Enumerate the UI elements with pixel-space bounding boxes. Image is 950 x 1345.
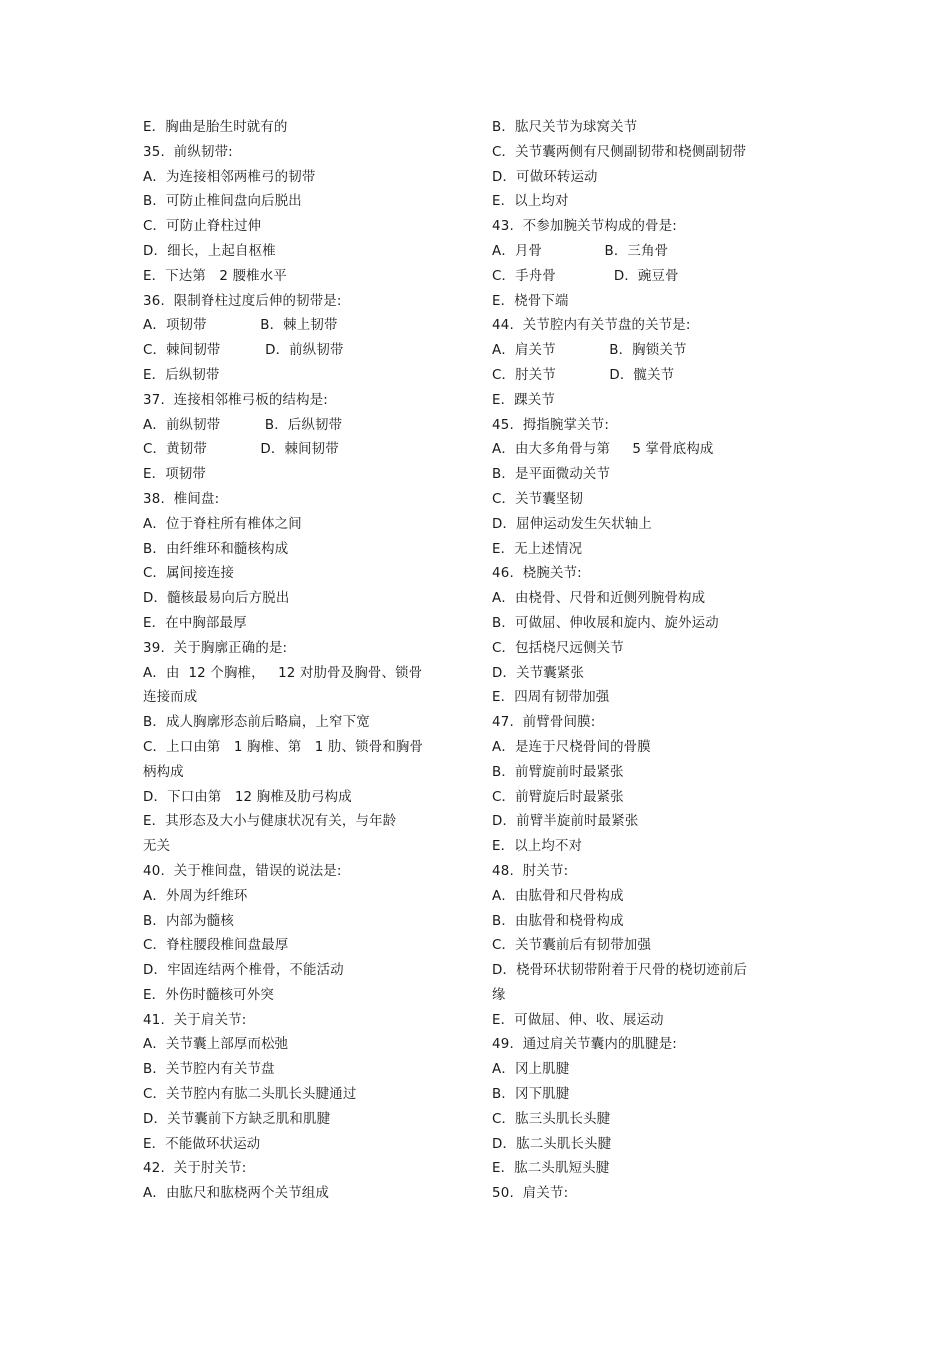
right-column-line: B．由肱骨和桡骨构成 <box>492 913 624 929</box>
left-column-line: 柄构成 <box>143 764 184 780</box>
right-column-line: E．肱二头肌短头腱 <box>492 1161 610 1177</box>
right-column-line: E．踝关节 <box>492 392 556 408</box>
right-column-line: D．关节囊紧张 <box>492 665 585 681</box>
right-column-line: D．前臂半旋前时最紧张 <box>492 814 639 830</box>
right-column-line: 47. 前臂骨间膜: <box>492 715 596 731</box>
left-column-line: E．下达第 2 腰椎水平 <box>143 268 287 284</box>
right-column-line: B．前臂旋前时最紧张 <box>492 764 624 780</box>
right-column-line: 45. 拇指腕掌关节: <box>492 417 610 433</box>
right-column-line: A．冈上肌腱 <box>492 1062 570 1078</box>
left-column-line: C．黄韧带 D．棘间韧带 <box>143 442 339 458</box>
right-column-line: E．无上述情况 <box>492 541 583 557</box>
left-column-line: C．脊柱腰段椎间盘最厚 <box>143 938 289 954</box>
left-column-line: E．不能做环状运动 <box>143 1136 261 1152</box>
right-column-line: 43. 不参加腕关节构成的骨是: <box>492 219 678 235</box>
left-column-line: C．上口由第 1 胸椎、第 1 肋、锁骨和胸骨 <box>143 739 424 755</box>
left-column-line: A．外周为纤维环 <box>143 888 248 904</box>
left-column-line: A．位于脊柱所有椎体之间 <box>143 516 302 532</box>
left-column-line: D．髓核最易向后方脱出 <box>143 591 290 607</box>
right-column-line: D．可做环转运动 <box>492 169 598 185</box>
left-column-line: E．外伤时髓核可外突 <box>143 987 274 1003</box>
left-column-line: B．内部为髓核 <box>143 913 234 929</box>
left-column-line: 36. 限制脊柱过度后伸的韧带是: <box>143 293 342 309</box>
left-column-line: 37. 连接相邻椎弓板的结构是: <box>143 392 329 408</box>
left-column-line: D．关节囊前下方缺乏肌和肌腱 <box>143 1111 331 1127</box>
right-column-line: E．四周有韧带加强 <box>492 690 610 706</box>
right-column-line: D．桡骨环状韧带附着于尺骨的桡切迹前后 <box>492 963 748 979</box>
left-column-line: D．细长，上起自枢椎 <box>143 243 276 259</box>
left-column-line: C．属间接连接 <box>143 566 235 582</box>
right-column-line: 缘 <box>492 987 506 1003</box>
left-column-line: E．后纵韧带 <box>143 367 220 383</box>
left-column-line: B．关节腔内有关节盘 <box>143 1062 275 1078</box>
left-column-line: D．牢固连结两个椎骨，不能活动 <box>143 963 344 979</box>
left-column-line: A．由肱尺和肱桡两个关节组成 <box>143 1186 330 1202</box>
left-column-line: A．关节囊上部厚而松弛 <box>143 1037 289 1053</box>
right-column-line: D．屈伸运动发生矢状轴上 <box>492 516 653 532</box>
right-column-line: C．关节囊两侧有尺侧副韧带和桡侧副韧带 <box>492 144 747 160</box>
right-column-line: E．以上均对 <box>492 194 569 210</box>
right-column-line: B．可做屈、伸收展和旋内、旋外运动 <box>492 615 719 631</box>
right-column-line: 46. 桡腕关节: <box>492 566 582 582</box>
left-column-line: C．关节腔内有肱二头肌长头腱通过 <box>143 1087 357 1103</box>
right-column-line: C．手舟骨 D．豌豆骨 <box>492 268 679 284</box>
left-column <box>143 116 453 1207</box>
right-column-line: A．由桡骨、尺骨和近侧列腕骨构成 <box>492 591 706 607</box>
left-column-line: 39. 关于胸廓正确的是: <box>143 640 288 656</box>
right-column-line: B．冈下肌腱 <box>492 1087 570 1103</box>
right-column-line: B．肱尺关节为球窝关节 <box>492 120 638 135</box>
left-column-line: 连接而成 <box>143 690 198 706</box>
right-column-line: B．是平面微动关节 <box>492 467 611 483</box>
left-column-line: A．由 12 个胸椎， 12 对肋骨及胸骨、锁骨 <box>143 665 423 681</box>
right-column-line: A．肩关节 B．胸锁关节 <box>492 343 687 359</box>
left-column-line: B．由纤维环和髓核构成 <box>143 541 289 557</box>
left-column-line: E．其形态及大小与健康状况有关，与年龄 <box>143 814 397 830</box>
left-column-line: B．可防止椎间盘向后脱出 <box>143 194 302 210</box>
right-column-line: 50. 肩关节: <box>492 1186 569 1202</box>
left-column-line: E．胸曲是胎生时就有的 <box>143 120 288 135</box>
right-column-line: C．关节囊坚韧 <box>492 491 584 507</box>
left-column-line: 42. 关于肘关节: <box>143 1161 247 1177</box>
left-column-line: D．下口由第 12 胸椎及肋弓构成 <box>143 789 352 805</box>
right-column-line: A．由大多角骨与第 5 掌骨底构成 <box>492 442 714 458</box>
right-column-line: C．肘关节 D．髋关节 <box>492 367 675 383</box>
right-column-line: C．关节囊前后有韧带加强 <box>492 938 652 954</box>
left-column-line: E．在中胸部最厚 <box>143 615 247 631</box>
left-column-line: 38. 椎间盘: <box>143 491 220 507</box>
right-column-line: A．月骨 B．三角骨 <box>492 243 669 259</box>
right-column-line: 49. 通过肩关节囊内的肌腱是: <box>492 1037 678 1053</box>
left-column-line: A．为连接相邻两椎弓的韧带 <box>143 169 316 185</box>
left-column-line: 35. 前纵韧带: <box>143 144 233 160</box>
left-column-line: 41. 关于肩关节: <box>143 1012 247 1028</box>
left-column-line: A．前纵韧带 B．后纵韧带 <box>143 417 343 433</box>
right-column-line: A．由肱骨和尺骨构成 <box>492 888 624 904</box>
left-column-line: A．项韧带 B．棘上韧带 <box>143 318 338 334</box>
right-column-line: E．以上均不对 <box>492 839 583 855</box>
left-column-line: 无关 <box>143 839 171 855</box>
left-column-line: B．成人胸廓形态前后略扁，上窄下宽 <box>143 715 370 731</box>
left-column-line: 40. 关于椎间盘，错误的说法是: <box>143 863 342 879</box>
right-column-line: C．包括桡尺远侧关节 <box>492 640 624 656</box>
right-column-line: C．前臂旋后时最紧张 <box>492 789 624 805</box>
right-column-line: E．可做屈、伸、收、展运动 <box>492 1012 664 1028</box>
right-column-line: C．肱三头肌长头腱 <box>492 1111 611 1127</box>
left-column-line: C．可防止脊柱过伸 <box>143 219 262 235</box>
left-column-line: E．项韧带 <box>143 467 207 483</box>
right-column-line: E．桡骨下端 <box>492 293 569 309</box>
left-column-line: C．棘间韧带 D．前纵韧带 <box>143 343 344 359</box>
right-column <box>492 116 792 1207</box>
right-column-line: 44. 关节腔内有关节盘的关节是: <box>492 318 691 334</box>
right-column-line: D．肱二头肌长头腱 <box>492 1136 612 1152</box>
right-column-line: 48. 肘关节: <box>492 863 569 879</box>
right-column-line: A．是连于尺桡骨间的骨膜 <box>492 739 651 755</box>
